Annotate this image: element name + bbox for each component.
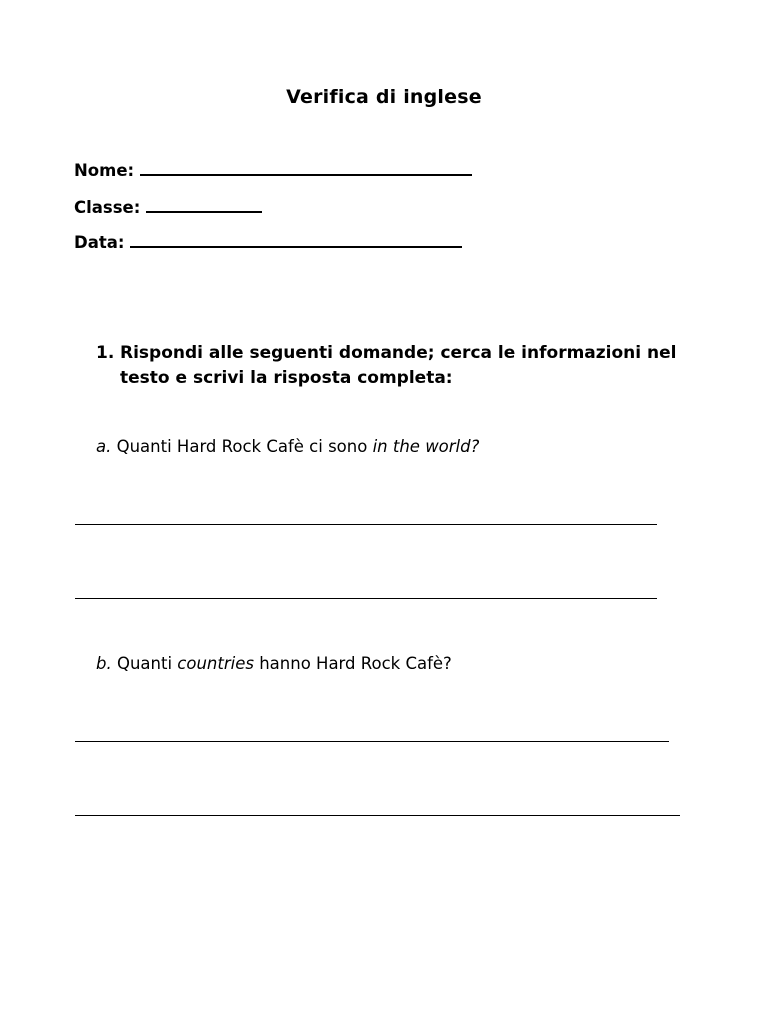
date-label: Data: xyxy=(74,233,125,252)
class-blank-line[interactable] xyxy=(146,210,262,213)
question-text-italic: countries xyxy=(177,654,254,673)
name-blank-line[interactable] xyxy=(140,173,472,176)
question-a xyxy=(96,437,479,456)
answer-line-b2[interactable] xyxy=(75,815,680,816)
class-field xyxy=(74,198,262,217)
answer-line-a2[interactable] xyxy=(75,598,657,599)
question-letter: a. xyxy=(96,437,112,456)
answer-line-a1[interactable] xyxy=(75,524,657,525)
question-letter: b. xyxy=(96,654,112,673)
name-field xyxy=(74,161,472,180)
exercise-instruction-text: Rispondi alle seguenti domande; cerca le informazioni nel testo e scrivi la risposta completa: xyxy=(120,343,677,388)
question-text: Quanti Hard Rock Cafè ci sono xyxy=(116,437,368,456)
name-label: Nome: xyxy=(74,161,135,180)
question-text-end: hanno Hard Rock Cafè? xyxy=(259,654,452,673)
class-label: Classe: xyxy=(74,198,141,217)
question-text: Quanti xyxy=(116,654,173,673)
question-text-italic: in the world? xyxy=(372,437,480,456)
date-field xyxy=(74,233,462,252)
exercise-number: 1. xyxy=(96,343,115,363)
date-blank-line[interactable] xyxy=(130,245,462,248)
question-b xyxy=(96,654,452,673)
answer-line-b1[interactable] xyxy=(75,741,669,742)
exercise-instruction xyxy=(96,341,696,391)
page-title: Verifica di inglese xyxy=(286,86,482,108)
